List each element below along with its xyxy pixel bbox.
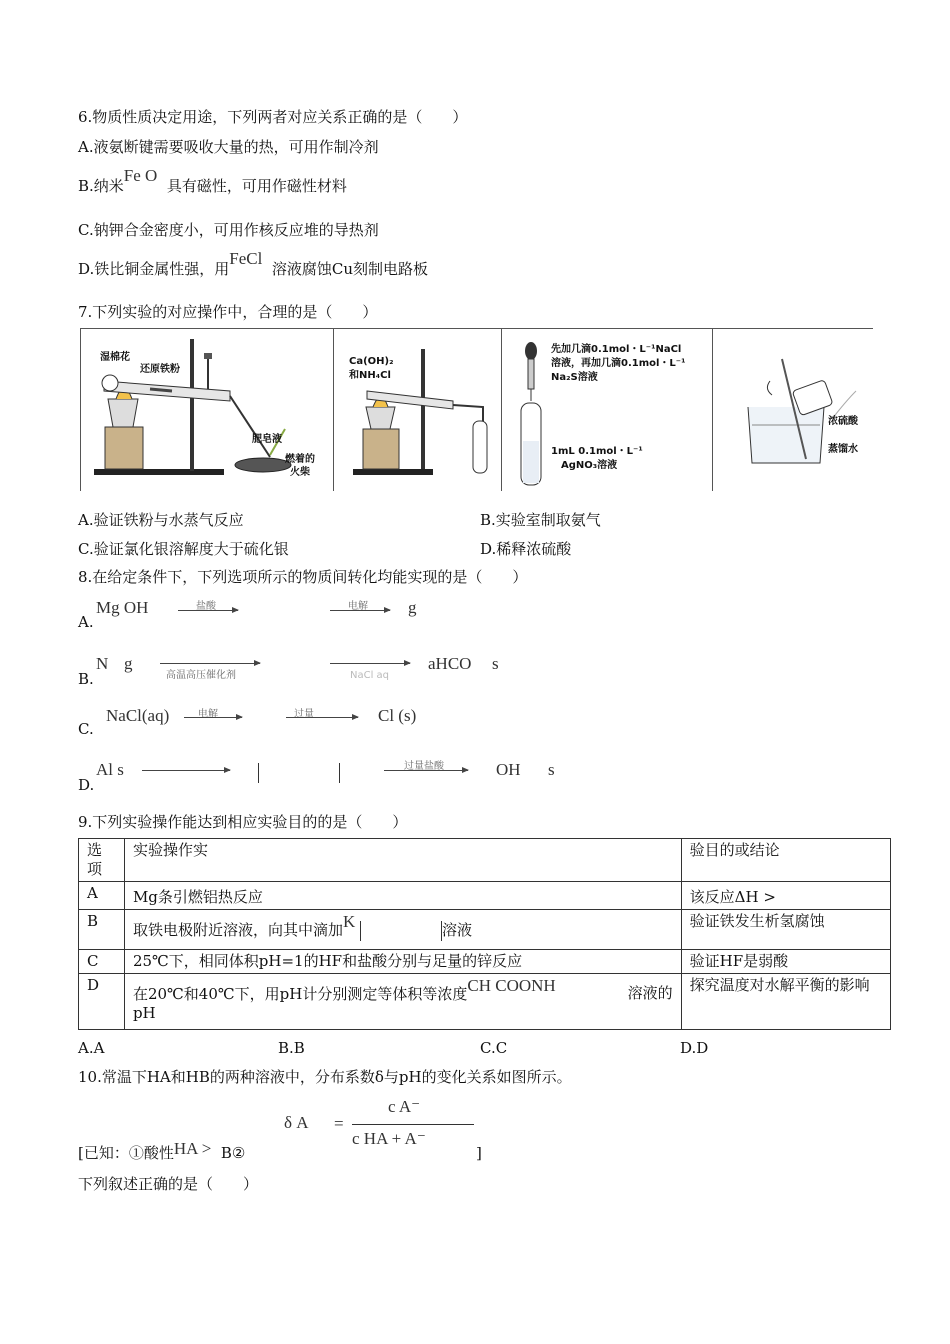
header-option: 选项 [79,839,125,882]
q8-b-state: s [492,654,499,673]
label-distilled-water: 蒸馏水 [828,444,858,455]
q8-b-arrow1 [160,663,260,664]
row-a-operation: Mg条引燃铝热反应 [124,882,681,910]
q10-denominator: c HA + A⁻ [352,1129,426,1148]
q6-d-formula: FeCl [229,249,263,268]
q8-d-arrow2 [384,770,468,771]
q10-equals: = [334,1114,344,1133]
q8-c-label: C. [78,720,94,738]
label-then-add: 溶液，再加几滴0.1mol・L⁻¹ [551,358,686,369]
row-d-goal: 探究温度对水解平衡的影响 [681,974,890,1030]
q6-b-formula: Fe O [123,166,158,185]
q6-stem: 6.物质性质决定用途，下列两者对应关系正确的是（ ） [78,108,468,126]
q6-option-c: C.钠钾合金密度小，可用作核反应堆的导热剂 [78,221,379,239]
q9-choice-a: A.A [78,1039,105,1057]
q7-figure-iron-steam [80,329,333,491]
row-d-op-suffix: 溶液的 [627,984,673,1002]
q7-option-a: A.验证铁粉与水蒸气反应 [78,511,244,529]
label-na2s-solution: Na₂S溶液 [551,372,598,383]
q6-option-a: A.液氨断键需要吸收大量的热，可用作制冷剂 [78,138,379,156]
label-agno3-solution: AgNO₃溶液 [561,460,618,471]
q8-d-cond2: 过量盐酸 [404,761,444,772]
row-b-option: B [79,910,125,950]
q6-b-prefix: B.纳米 [78,177,124,195]
q9-choice-c: C.C [480,1039,508,1057]
q8-d-arrow1 [142,770,230,771]
table-row [79,910,891,950]
q10-ask: 下列叙述正确的是（ ） [78,1175,259,1193]
q8-b-cond2: NaCl aq [350,670,390,681]
q8-b-cond1: 高温高压催化剂 [166,670,236,681]
q8-c-product: Cl (s) [378,706,417,725]
label-match: 火柴 [290,467,310,478]
q8-c-cond1: 电解 [198,709,218,720]
row-b-k: K [342,912,356,931]
q7-option-c: C.验证氯化银溶解度大于硫化银 [78,540,289,558]
q6-option-d [78,249,429,279]
q7-figure-panel [80,328,873,491]
q10-known-prefix: [已知：①酸性 [78,1144,174,1162]
label-agno3-volume: 1mL 0.1mol・L⁻¹ [551,446,643,457]
q8-a-cond1: 盐酸 [196,601,216,612]
table-header-row [79,839,891,882]
q10-known [78,1139,246,1163]
ammonia-apparatus-illustration [333,329,501,491]
row-b-operation [124,910,681,950]
row-c-operation: 25℃下，相同体积pH=1的HF和盐酸分别与足量的锌反应 [124,950,681,974]
q9-choice-b: B.B [278,1039,305,1057]
q7-option-b: B.实验室制取氨气 [480,511,601,529]
table-row [79,974,891,1030]
label-ammonium-chloride: 和NH₄Cl [349,370,391,381]
q8-d-complex [258,762,340,783]
q8-d-state: s [548,760,555,779]
q8-b-label: B. [78,670,94,688]
q7-figure-ammonia [333,329,501,491]
q8-b-product: aHCO [428,654,472,673]
row-b-goal: 验证铁发生析氢腐蚀 [681,910,890,950]
q8-c-reactant: NaCl(aq) [106,706,170,725]
row-d-formula: CH COONH [467,976,556,995]
q8-a-product: g [408,598,417,617]
row-c-goal: 验证HF是弱酸 [681,950,890,974]
q9-choice-d: D.D [680,1039,709,1057]
row-b-op-suffix: 溶液 [442,921,473,939]
q7-figure-silver-test [501,329,712,491]
q8-d-label: D. [78,776,95,794]
q8-b-n: N [96,654,109,673]
q8-c-cond2: 过量 [294,709,314,720]
row-d-op-prefix: 在20℃和40℃下，用pH计分别测定等体积等浓度 [132,985,468,1003]
q8-d-bracket [258,763,340,783]
q10-fraction-bar [352,1124,474,1125]
row-c-option: C [79,950,125,974]
q6-b-suffix: 具有磁性，可用作磁性材料 [166,177,347,195]
label-reduced-iron: 还原铁粉 [140,364,180,375]
q8-b-arrow2 [330,663,410,664]
q8-d-product: OH [496,760,521,779]
label-soap-solution: 肥皂液 [252,434,282,445]
label-nacl-dropwise: 先加几滴0.1mol・L⁻¹NaCl [551,344,682,355]
header-goal: 验目的或结论 [681,839,890,882]
q8-stem: 8.在给定条件下，下列选项所示的物质间转化均能实现的是（ ） [78,568,528,586]
q6-d-suffix: 溶液腐蚀Cu刻制电路板 [271,260,429,278]
dilution-illustration [712,329,873,491]
q10-known-end: ] [476,1144,482,1162]
q8-c-arrow1 [184,717,242,718]
row-b-op-prefix: 取铁电极附近溶液，向其中滴加 [132,921,343,939]
q9-table [78,838,891,1030]
row-a-goal: 该反应ΔH > [681,882,890,910]
label-conc-sulfuric-acid: 浓硫酸 [828,416,858,427]
q8-a-cond2: 电解 [348,601,368,612]
q7-stem: 7.下列实验的对应操作中，合理的是（ ） [78,303,378,321]
label-burning: 燃着的 [285,454,315,465]
q8-c-arrow2 [286,717,358,718]
table-row [79,950,891,974]
q7-figure-dilution [712,329,873,491]
q7-option-d: D.稀释浓硫酸 [480,540,572,558]
q8-a-arrow1 [178,610,238,611]
row-d-op-line2: pH [132,1004,156,1022]
q10-known-formula: HA > [173,1139,212,1158]
table-row [79,882,891,910]
row-a-option: A [79,882,125,910]
q8-a-arrow2 [330,610,390,611]
header-operation: 实验操作实 [124,839,681,882]
q10-numerator: c A⁻ [388,1097,421,1116]
label-wet-cotton: 湿棉花 [100,352,130,363]
q8-d-reactant: Al s [96,760,124,779]
q8-a-reactant: Mg OH [96,598,149,617]
q8-a-label: A. [78,613,94,631]
q10-delta-lhs: δ A [284,1113,309,1132]
q9-stem: 9.下列实验操作能达到相应实验目的的是（ ） [78,813,408,831]
label-calcium-hydroxide: Ca(OH)₂ [349,356,394,367]
row-b-bracket [360,921,442,941]
q6-option-b [78,166,347,196]
q10-known-mid: B② [220,1144,246,1162]
q10-stem: 10.常温下HA和HB的两种溶液中，分布系数δ与pH的变化关系如图所示。 [78,1068,572,1086]
q8-b-g: g [124,654,133,673]
q6-d-prefix: D.铁比铜金属性强，用 [78,260,230,278]
row-d-option: D [79,974,125,1030]
row-d-operation [124,974,681,1030]
